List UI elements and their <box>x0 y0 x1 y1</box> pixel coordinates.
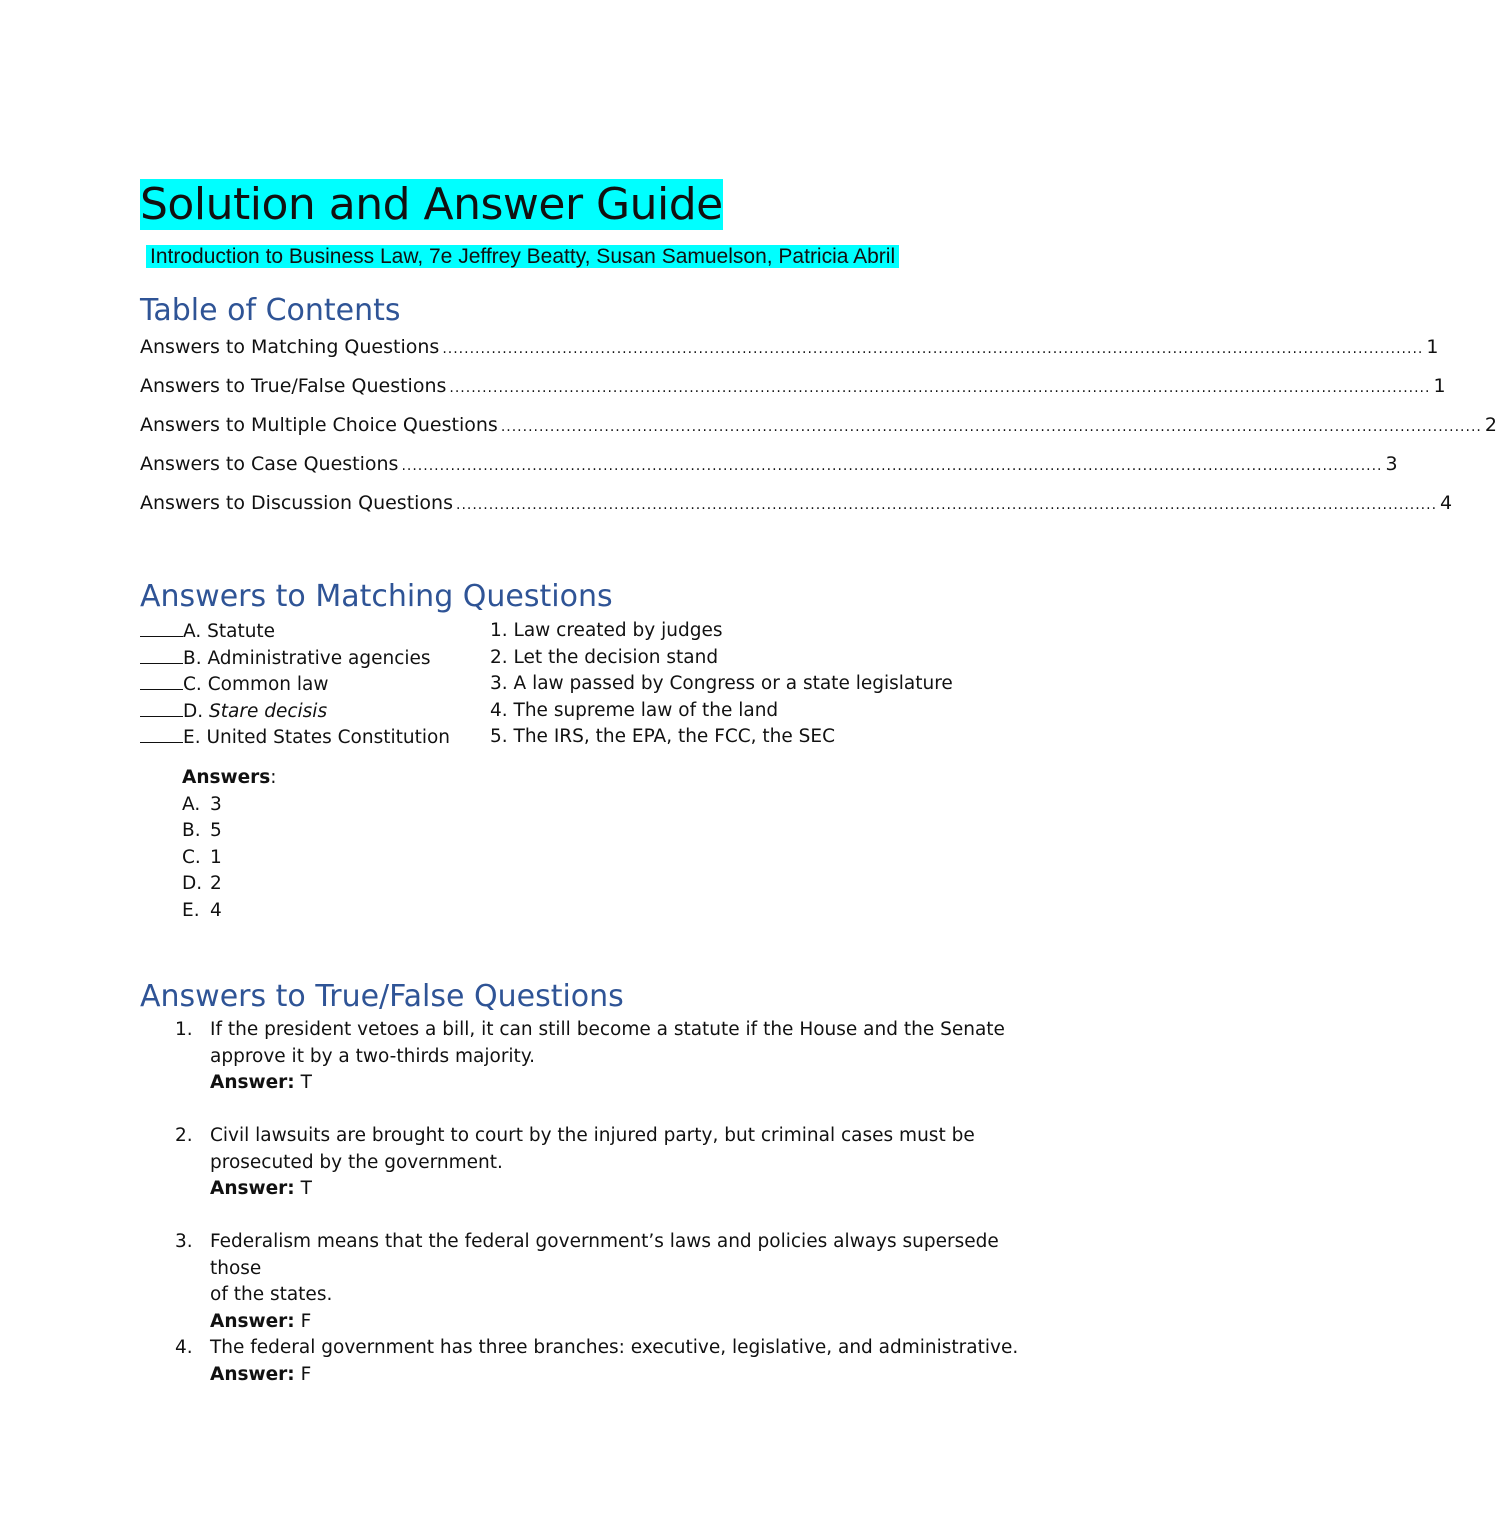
question-text-line: Federalism means that the federal government’s laws and policies always supersede those <box>210 1231 999 1279</box>
answer-item: A. 3 <box>182 793 222 815</box>
toc-entry-page: 1 <box>1433 375 1446 397</box>
matching-table <box>140 618 1040 751</box>
definition-text: 3. A law passed by Congress or a state legislature <box>490 673 953 694</box>
matching-row <box>140 618 1040 645</box>
term-text: United States Constitution <box>206 727 451 748</box>
toc-entry-page: 1 <box>1426 336 1439 358</box>
toc-leader-dots: .................................................................................................................................................................................... <box>401 458 1383 474</box>
question-text-line: Civil lawsuits are brought to court by the injured party, but criminal cases must be <box>210 1125 975 1146</box>
answer-item: E. 4 <box>182 899 222 921</box>
toc-entry[interactable] <box>140 489 1453 528</box>
matching-row <box>140 645 1040 672</box>
question-number: 4. <box>175 1337 193 1358</box>
answer-item: C. 1 <box>182 846 222 868</box>
term-letter: D. <box>183 700 204 722</box>
toc-entry-label: Answers to Multiple Choice Questions <box>140 414 498 436</box>
term-letter: B. <box>183 647 202 669</box>
toc-entry-page: 3 <box>1385 453 1398 475</box>
toc-entry[interactable] <box>140 450 1398 489</box>
toc-entry-page: 2 <box>1484 414 1497 436</box>
document-subtitle <box>146 243 899 270</box>
matching-row <box>140 671 1040 698</box>
definition-text: 5. The IRS, the EPA, the FCC, the SEC <box>490 726 836 747</box>
question-answer: Answer: T <box>210 1178 312 1199</box>
toc-leader-dots: .................................................................................................................................................................................... <box>449 380 1431 396</box>
toc-entry[interactable] <box>140 372 1446 411</box>
definition-text: 4. The supreme law of the land <box>490 699 779 721</box>
question-number: 3. <box>175 1231 193 1252</box>
question-number: 1. <box>175 1019 193 1040</box>
term-letter: E. <box>183 727 201 748</box>
answer-blank <box>140 724 183 743</box>
toc-heading: Table of Contents <box>140 293 401 328</box>
question-number: 2. <box>175 1125 193 1146</box>
term-text: Stare decisis <box>209 700 328 722</box>
question-item <box>140 1335 1040 1388</box>
toc-leader-dots: .................................................................................................................................................................................... <box>456 497 1438 513</box>
toc-entry[interactable] <box>140 411 1497 450</box>
answer-blank <box>140 698 183 717</box>
matching-row <box>140 724 1040 751</box>
term-text: Common law <box>207 674 329 695</box>
question-text-line: prosecuted by the government. <box>210 1151 503 1173</box>
document-title-text: Solution and Answer Guide <box>140 179 723 230</box>
question-text-line: of the states. <box>210 1284 333 1305</box>
term-text: Statute <box>207 621 276 642</box>
question-text-line: If the president vetoes a bill, it can still become a statute if the House and the Senate <box>210 1019 1005 1040</box>
toc-leader-dots: .................................................................................................................................................................................... <box>500 419 1482 435</box>
question-answer: Answer: T <box>210 1072 312 1093</box>
true-false-heading: Answers to True/False Questions <box>140 979 624 1014</box>
term-letter: A. <box>183 621 202 642</box>
answer-blank <box>140 618 183 637</box>
document-subtitle-text: Introduction to Business Law, 7e Jeffrey Beatty, Susan Samuelson, Patricia Abril <box>146 245 899 268</box>
matching-answers <box>182 765 277 924</box>
definition-text: 2. Let the decision stand <box>490 646 719 668</box>
term-text: Administrative agencies <box>207 647 431 669</box>
toc-leader-dots: .................................................................................................................................................................................... <box>442 341 1424 357</box>
table-of-contents <box>140 333 1497 528</box>
true-false-list <box>140 1017 1040 1388</box>
term-letter: C. <box>183 674 202 695</box>
toc-entry-label: Answers to True/False Questions <box>140 375 447 397</box>
question-text-line: approve it by a two-thirds majority. <box>210 1045 536 1067</box>
question-answer: Answer: F <box>210 1310 312 1332</box>
matching-heading: Answers to Matching Questions <box>140 579 613 614</box>
document-title <box>140 178 723 232</box>
toc-entry-label: Answers to Matching Questions <box>140 336 440 358</box>
question-text-line: The federal government has three branches: executive, legislative, and administrative. <box>210 1337 1019 1358</box>
answer-blank <box>140 645 183 664</box>
toc-entry-label: Answers to Discussion Questions <box>140 492 453 514</box>
question-item <box>140 1123 1040 1229</box>
toc-entry-page: 4 <box>1440 492 1453 514</box>
answers-heading: Answers: <box>182 767 277 788</box>
toc-entry-label: Answers to Case Questions <box>140 453 399 475</box>
definition-text: 1. Law created by judges <box>490 620 723 641</box>
toc-entry[interactable] <box>140 333 1439 372</box>
question-item <box>140 1017 1040 1123</box>
question-answer: Answer: F <box>210 1363 312 1385</box>
question-item <box>140 1229 1040 1335</box>
answer-item: D. 2 <box>182 873 222 894</box>
matching-row <box>140 698 1040 725</box>
answer-blank <box>140 671 183 690</box>
answer-item: B. 5 <box>182 820 222 841</box>
